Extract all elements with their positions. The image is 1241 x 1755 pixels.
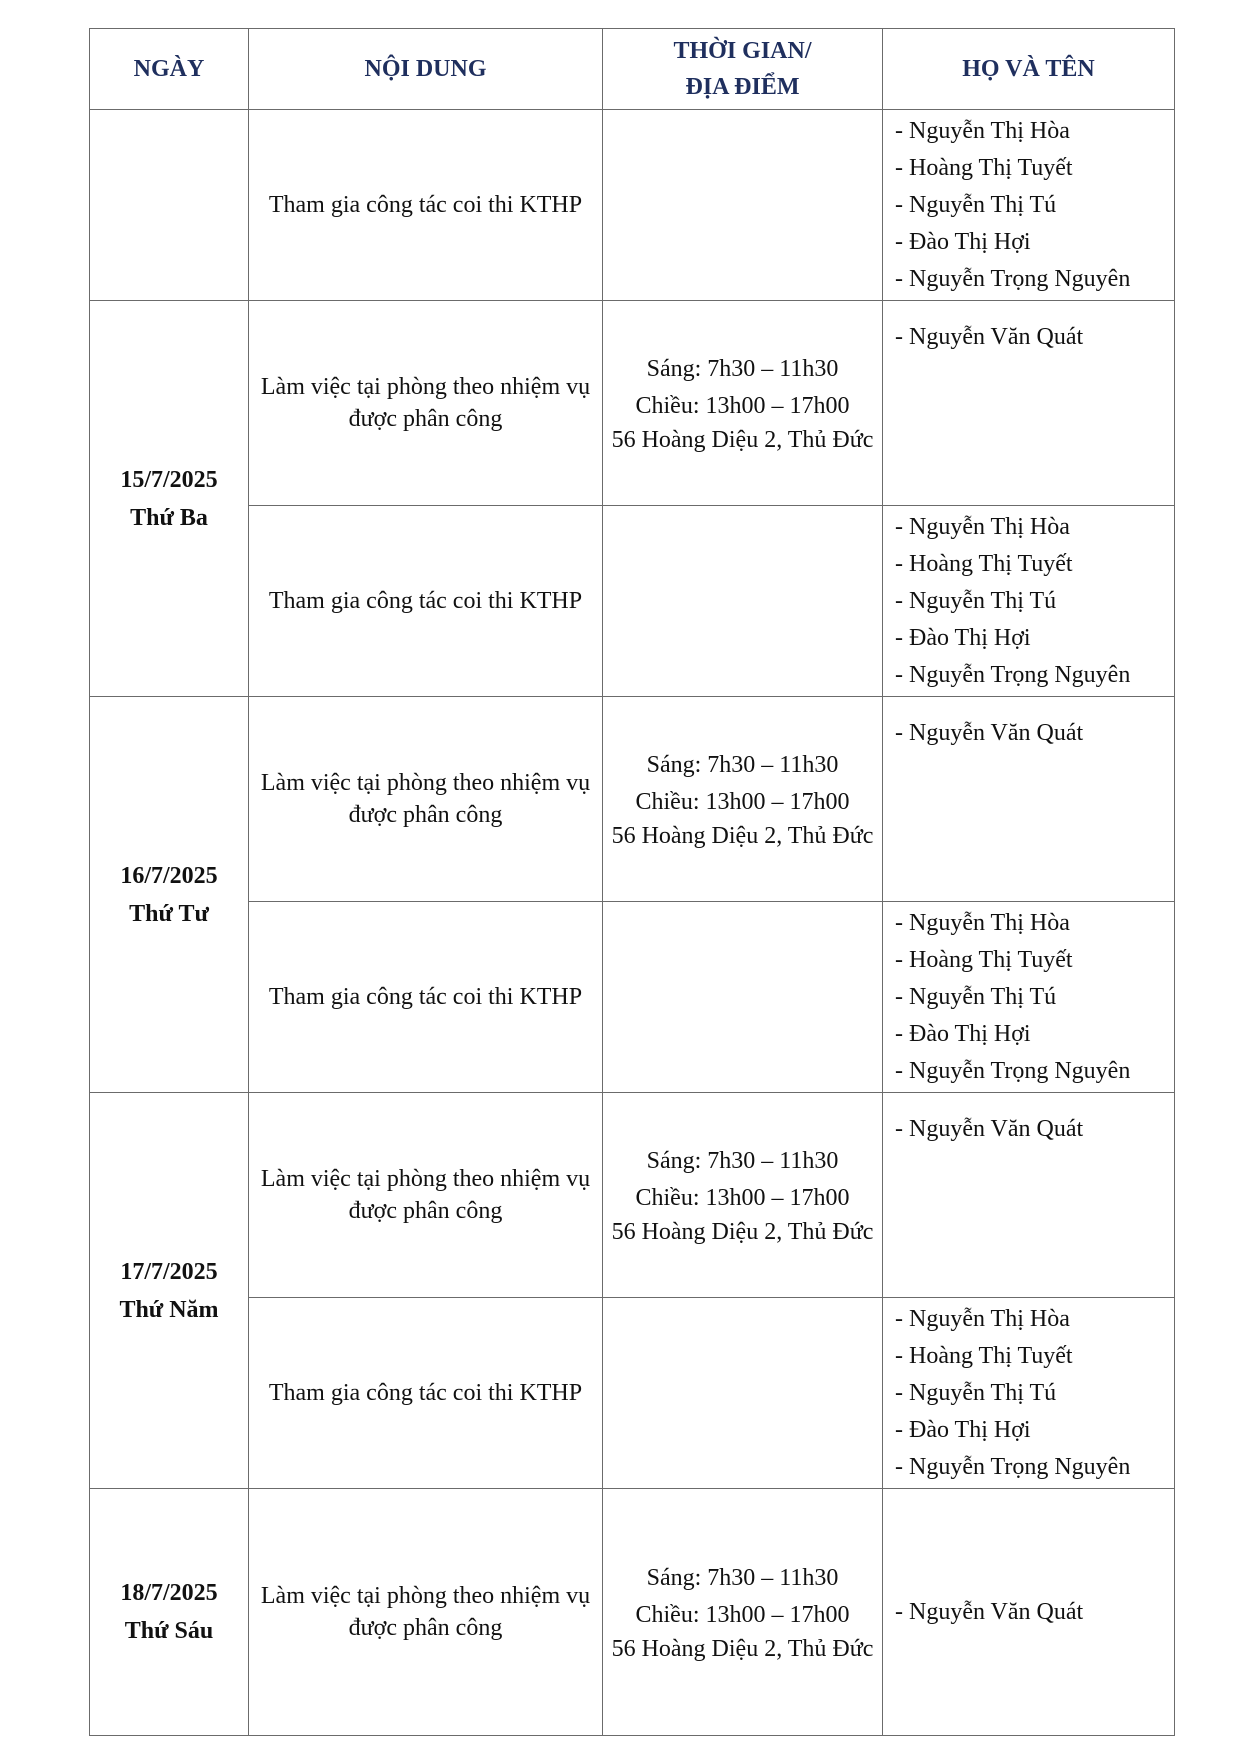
day-cell-empty	[90, 110, 249, 301]
activity-cell: Làm việc tại phòng theo nhiệm vụ được phân công	[249, 697, 603, 902]
time-afternoon: Chiều: 13h00 – 17h00	[635, 1602, 850, 1628]
time-morning: Sáng: 7h30 – 11h30	[646, 1565, 839, 1591]
table-row	[90, 1298, 1175, 1489]
name-item: - Nguyễn Thị Tú	[895, 587, 1057, 614]
name-item: - Nguyễn Trọng Nguyên	[895, 1057, 1131, 1084]
day-cell	[90, 1093, 249, 1489]
name-item: - Nguyễn Thị Tú	[895, 1379, 1057, 1406]
day-cell	[90, 1489, 249, 1736]
time-cell	[603, 1489, 883, 1736]
table-row	[90, 506, 1175, 697]
time-cell-empty	[603, 902, 883, 1093]
name-item: - Nguyễn Văn Quát	[895, 1116, 1084, 1142]
table-row	[90, 1093, 1175, 1298]
table-row	[90, 902, 1175, 1093]
time-afternoon: Chiều: 13h00 – 17h00	[635, 1185, 850, 1211]
names-cell	[883, 301, 1175, 506]
name-item: - Nguyễn Văn Quát	[895, 720, 1084, 746]
day-weekday: Thứ Sáu	[124, 1618, 214, 1644]
time-morning: Sáng: 7h30 – 11h30	[646, 356, 839, 382]
names-cell	[883, 902, 1175, 1093]
name-item: - Hoàng Thị Tuyết	[895, 946, 1073, 973]
time-afternoon: Chiều: 13h00 – 17h00	[635, 393, 850, 419]
time-cell	[603, 697, 883, 902]
location-text: 56 Hoàng Diệu 2, Thủ Đức	[611, 823, 874, 849]
activity-cell: Làm việc tại phòng theo nhiệm vụ được phân công	[249, 301, 603, 506]
location-text: 56 Hoàng Diệu 2, Thủ Đức	[611, 1636, 874, 1662]
name-item: - Đào Thị Hợi	[895, 228, 1031, 255]
time-cell	[603, 301, 883, 506]
name-item: - Nguyễn Thị Tú	[895, 191, 1057, 218]
activity-cell: Làm việc tại phòng theo nhiệm vụ được phân công	[249, 1489, 603, 1736]
time-cell	[603, 1093, 883, 1298]
day-weekday: Thứ Năm	[119, 1296, 219, 1323]
name-item: - Nguyễn Thị Hòa	[895, 117, 1070, 144]
name-item: - Đào Thị Hợi	[895, 1416, 1031, 1443]
activity-cell: Tham gia công tác coi thi KTHP	[249, 110, 603, 301]
header-content: NỘI DUNG	[249, 29, 603, 110]
time-cell-empty	[603, 506, 883, 697]
header-day: NGÀY	[90, 29, 249, 110]
table-row	[90, 697, 1175, 902]
header-time: THỜI GIAN/	[673, 38, 812, 64]
time-morning: Sáng: 7h30 – 11h30	[646, 752, 839, 778]
table-row	[90, 1489, 1175, 1736]
activity-cell: Tham gia công tác coi thi KTHP	[249, 506, 603, 697]
time-cell-empty	[603, 1298, 883, 1489]
names-cell	[883, 506, 1175, 697]
name-item: - Nguyễn Thị Hòa	[895, 909, 1070, 936]
name-item: - Nguyễn Trọng Nguyên	[895, 1453, 1131, 1480]
names-cell	[883, 1298, 1175, 1489]
header-time-location	[603, 29, 883, 110]
name-item: - Nguyễn Trọng Nguyên	[895, 265, 1131, 292]
time-cell-empty	[603, 110, 883, 301]
activity-cell: Làm việc tại phòng theo nhiệm vụ được phân công	[249, 1093, 603, 1298]
name-item: - Nguyễn Thị Hòa	[895, 1305, 1070, 1332]
names-cell	[883, 1489, 1175, 1736]
time-morning: Sáng: 7h30 – 11h30	[646, 1148, 839, 1174]
name-item: - Hoàng Thị Tuyết	[895, 1342, 1073, 1369]
day-cell	[90, 697, 249, 1093]
names-cell	[883, 110, 1175, 301]
names-cell	[883, 1093, 1175, 1298]
activity-cell: Tham gia công tác coi thi KTHP	[249, 1298, 603, 1489]
name-item: - Nguyễn Văn Quát	[895, 324, 1084, 350]
day-weekday: Thứ Ba	[130, 504, 208, 531]
day-cell	[90, 301, 249, 697]
name-item: - Hoàng Thị Tuyết	[895, 550, 1073, 577]
day-date: 18/7/2025	[120, 1580, 218, 1606]
location-text: 56 Hoàng Diệu 2, Thủ Đức	[611, 1219, 874, 1245]
name-item: - Nguyễn Trọng Nguyên	[895, 661, 1131, 688]
location-text: 56 Hoàng Diệu 2, Thủ Đức	[611, 427, 874, 453]
name-item: - Đào Thị Hợi	[895, 624, 1031, 651]
header-location: ĐỊA ĐIỂM	[685, 74, 800, 100]
header-names: HỌ VÀ TÊN	[883, 29, 1175, 110]
day-weekday: Thứ Tư	[129, 900, 209, 927]
name-item: - Đào Thị Hợi	[895, 1020, 1031, 1047]
schedule-table	[89, 28, 1175, 1736]
name-item: - Nguyễn Thị Tú	[895, 983, 1057, 1010]
day-date: 15/7/2025	[120, 466, 218, 493]
name-item: - Hoàng Thị Tuyết	[895, 154, 1073, 181]
time-afternoon: Chiều: 13h00 – 17h00	[635, 789, 850, 815]
day-date: 16/7/2025	[120, 862, 218, 889]
table-row	[90, 301, 1175, 506]
names-cell	[883, 697, 1175, 902]
day-date: 17/7/2025	[120, 1258, 218, 1285]
name-item: - Nguyễn Thị Hòa	[895, 513, 1070, 540]
activity-cell: Tham gia công tác coi thi KTHP	[249, 902, 603, 1093]
header-row	[90, 29, 1175, 110]
name-item: - Nguyễn Văn Quát	[895, 1598, 1084, 1625]
table-row	[90, 110, 1175, 301]
